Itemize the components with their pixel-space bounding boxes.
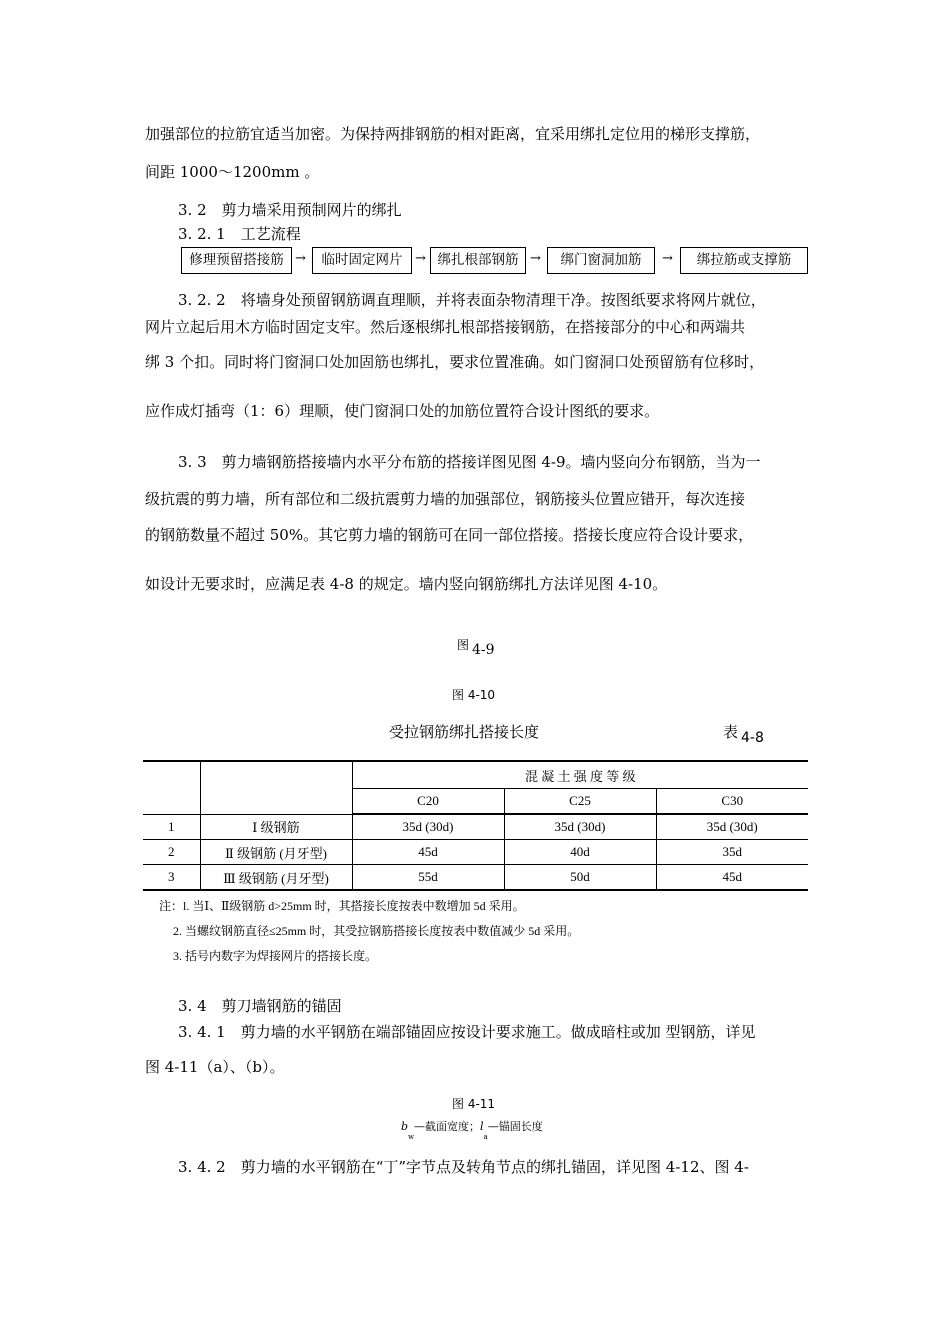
- lap-length-c30: 35d (30d): [656, 814, 808, 840]
- row-number: 1: [143, 814, 200, 840]
- grade-header-c25: C25: [504, 789, 656, 815]
- row-number: 3: [143, 865, 200, 891]
- table-note: 3. 括号内数字为焊接网片的搭接长度。: [173, 949, 378, 963]
- paragraph-line: 3. 4. 2 剪力墙的水平钢筋在“丁”字节点及转角节点的绑扎锚固，详见图 4-12、图 4-: [178, 1158, 749, 1176]
- paragraph-line: 应作成灯插弯（1：6）理顺，使门窗洞口处的加筋位置符合设计图纸的要求。: [145, 402, 660, 420]
- header-cell-no: [143, 761, 200, 814]
- paragraph-line: 加强部位的拉筋宜适当加密。为保持两排钢筋的相对距离，宜采用绑扎定位用的梯形支撑筋，: [145, 125, 761, 143]
- figure-4-11-caption: 图 4-11: [452, 1097, 496, 1111]
- paragraph-line: 的钢筋数量不超过 50%。其它剪力墙的钢筋可在同一部位搭接。搭接长度应符合设计要求，: [145, 526, 754, 544]
- paragraph-line: 3. 2. 2 将墙身处预留钢筋调直理顺，并将表面杂物清理干净。按图纸要求将网片就位，: [178, 291, 766, 309]
- rebar-type: Ⅲ 级钢筋 (月牙型): [200, 865, 352, 891]
- figure-4-9-caption-prefix: 图: [457, 638, 470, 652]
- paragraph-line: 间距 1000～1200mm 。: [145, 163, 320, 181]
- section-heading-3-2-1: 3. 2. 1 工艺流程: [178, 225, 301, 243]
- table-row: [143, 814, 808, 840]
- lap-length-c20: 55d: [352, 865, 504, 891]
- paragraph-line: 如设计无要求时，应满足表 4-8 的规定。墙内竖向钢筋绑扎方法详见图 4-10。: [145, 575, 668, 593]
- table-label-number: 4-8: [741, 730, 764, 746]
- paragraph-line: 3. 4. 1 剪力墙的水平钢筋在端部锚固应按设计要求施工。做成暗柱或加 型钢筋，详见: [178, 1023, 756, 1041]
- flow-step-1: 修理预留搭接筋: [181, 247, 292, 274]
- lap-length-table: [143, 760, 808, 891]
- lap-length-c25: 50d: [504, 865, 656, 891]
- lap-length-c20: 35d (30d): [352, 814, 504, 840]
- grade-header-c20: C20: [352, 789, 504, 815]
- flow-step-3: 绑扎根部钢筋: [430, 247, 526, 274]
- flow-step-2: 临时固定网片: [312, 247, 412, 274]
- rebar-type: Ⅰ 级钢筋: [200, 814, 352, 840]
- paragraph-line: 级抗震的剪力墙，所有部位和二级抗震剪力墙的加强部位，钢筋接头位置应错开，每次连接: [145, 490, 746, 508]
- legend-symbol-l: l: [480, 1120, 484, 1133]
- paragraph-line: 图 4-11（a）、（b）。: [145, 1058, 285, 1076]
- flow-step-4: 绑门窗洞加筋: [547, 247, 655, 274]
- table-note: 2. 当螺纹钢筋直径≤25mm 时，其受拉钢筋搭接长度按表中数值减少 5d 采用。: [173, 924, 580, 938]
- section-heading-3-4: 3. 4 剪刀墙钢筋的锚固: [178, 997, 342, 1015]
- header-cell-type: [200, 761, 352, 814]
- flow-arrow-icon: →: [530, 251, 541, 266]
- paragraph-line: 3. 3 剪力墙钢筋搭接墙内水平分布筋的搭接详图见图 4-9。墙内竖向分布钢筋，当为一: [178, 453, 761, 471]
- legend-subscript-w: w: [408, 1133, 415, 1142]
- header-concrete-grade: 混 凝 土 强 度 等 级: [352, 761, 808, 789]
- figure-legend: [401, 1120, 543, 1142]
- legend-subscript-a: a: [483, 1133, 488, 1142]
- rebar-type: Ⅱ 级钢筋 (月牙型): [200, 840, 352, 865]
- flow-arrow-icon: →: [415, 251, 426, 266]
- lap-length-c30: 45d: [656, 865, 808, 891]
- lap-length-c20: 45d: [352, 840, 504, 865]
- lap-length-c25: 35d (30d): [504, 814, 656, 840]
- paragraph-line: 绑 3 个扣。同时将门窗洞口处加固筋也绑扎，要求位置准确。如门窗洞口处预留筋有位移时，: [145, 353, 765, 371]
- table-row: [143, 865, 808, 891]
- table-note: 注：l. 当Ⅰ、Ⅱ级钢筋 d>25mm 时，其搭接长度按表中数增加 5d 采用。: [159, 899, 525, 913]
- legend-text-b: —截面宽度；: [414, 1120, 481, 1133]
- legend-text-l: —锚固长度: [487, 1120, 543, 1133]
- flow-step-5: 绑拉筋或支撑筋: [680, 247, 808, 274]
- lap-length-c30: 35d: [656, 840, 808, 865]
- paragraph-line: 网片立起后用木方临时固定支牢。然后逐根绑扎根部搭接钢筋，在搭接部分的中心和两端共: [145, 318, 746, 336]
- table-label-prefix: 表: [723, 723, 739, 741]
- figure-4-9-caption-number: 4-9: [472, 642, 495, 658]
- row-number: 2: [143, 840, 200, 865]
- figure-4-10-caption: 图 4-10: [452, 688, 496, 702]
- table-row: [143, 840, 808, 865]
- flow-arrow-icon: →: [662, 251, 673, 266]
- grade-header-c30: C30: [656, 789, 808, 815]
- section-heading-3-2: 3. 2 剪力墙采用预制网片的绑扎: [178, 201, 402, 219]
- table-title: 受拉钢筋绑扎搭接长度: [389, 723, 540, 741]
- legend-symbol-b: b: [401, 1120, 409, 1133]
- lap-length-c25: 40d: [504, 840, 656, 865]
- flow-arrow-icon: →: [295, 251, 306, 266]
